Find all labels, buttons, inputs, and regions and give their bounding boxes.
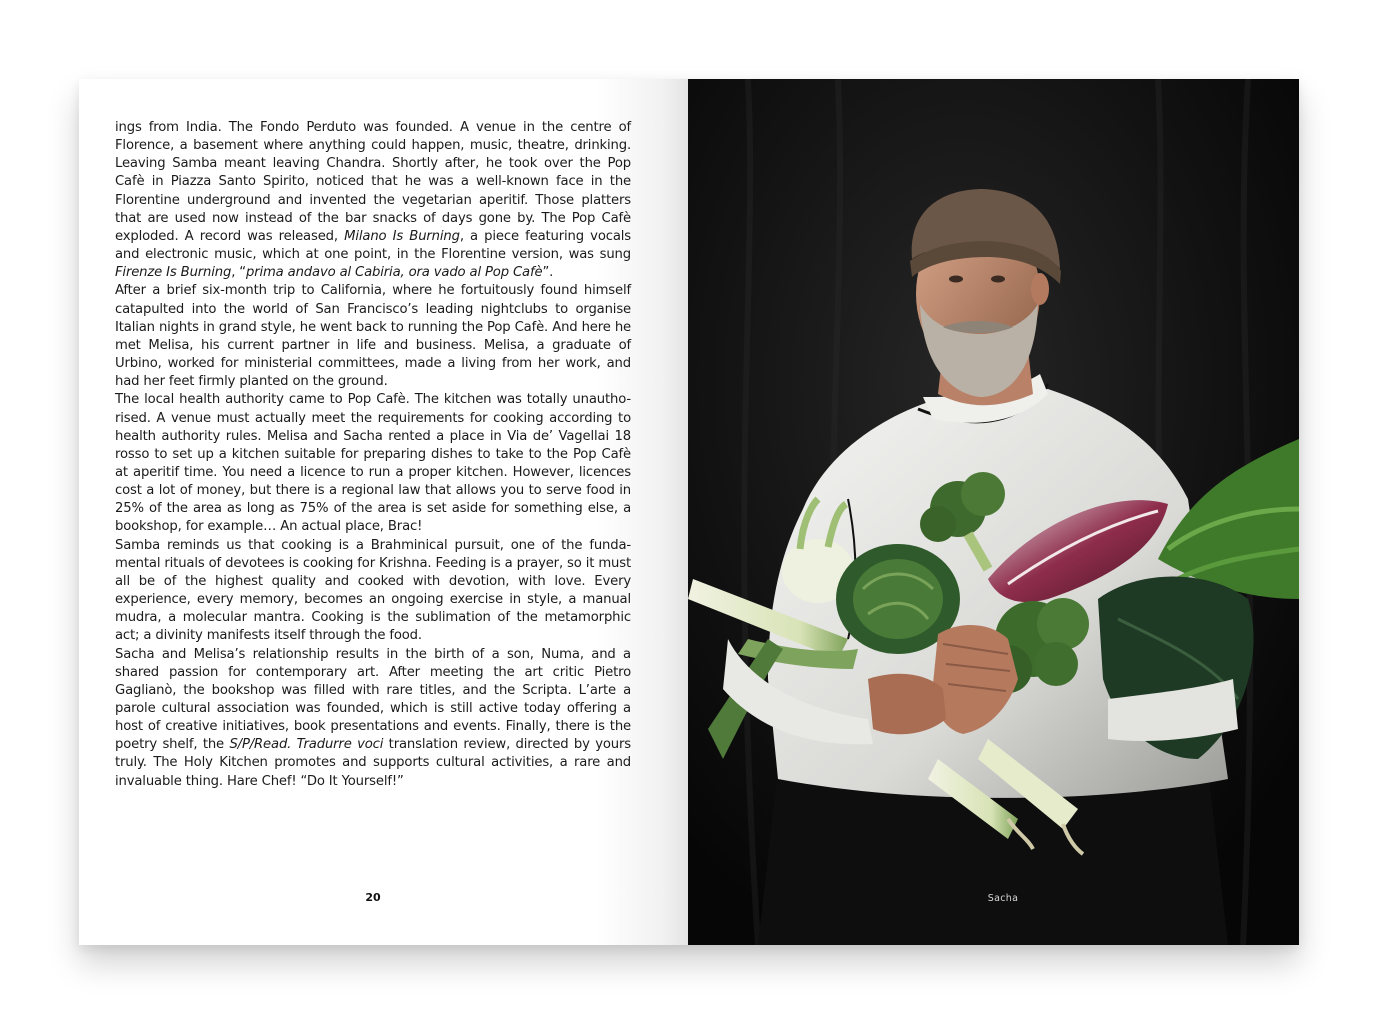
italic-text-segment: S/P/Read. Tradurre voci bbox=[229, 737, 384, 753]
right-page bbox=[688, 79, 1299, 945]
book-spread bbox=[79, 79, 1299, 945]
text-segment: The local health authority came to Pop Cafè. The kitchen was totally unautho-rised. A venue must actually meet the requirements for cooking according to health authority rules. Melisa and Sacha rented a place in Via de’ Vagellai 18 rosso to set up a kitchen suitable for preparing dishes to take to the Pop Cafè at aperitif time. You need a licence to run a proper kitchen. However, licences cost a lot of money, but there is a regional law that allows you to serve food in 25% of the area as long as 75% of the area is set aside for something else, a bookshop, for example… An actual place, Brac! bbox=[115, 392, 631, 535]
paragraph bbox=[115, 646, 631, 791]
paragraph bbox=[115, 537, 631, 646]
italic-text-segment: Firenze Is Burning bbox=[115, 265, 232, 281]
photo-caption: Sacha bbox=[987, 893, 1019, 904]
page-number: 20 bbox=[365, 891, 381, 904]
text-segment: After a brief six-month trip to California, where he fortuitously found himself catapulted into the world of San Francisco’s leading nightclubs to organise Italian nights in grand style, he went back to running the Pop Cafè. And here he met Melisa, his current partner in life and business. Melisa, a graduate of Urbino, worked for ministerial committees, made a living from her work, and had her feet firmly planted on the ground. bbox=[115, 283, 631, 390]
text-segment: Samba reminds us that cooking is a Brahminical pursuit, one of the funda-mental rituals of devotees is cooking for Krishna. Feeding is a prayer, so it must all be of the highest quality and cooked with devotion, with love. Every experience, every memory, becomes an ongoing exercise in style, a manual mudra, a molecular mantra. Cooking is the sublimation of the metamorphic act; a divinity manifests itself through the food. bbox=[115, 537, 631, 644]
text-segment: Sacha and Melisa’s relationship results in the birth of a son, Numa, and a shared passion for contemporary art. After meeting the art critic Pietro Gaglianò, the bookshop was filled with rare titles, and the Scripta. L’arte a parole cultural association was founded, which is still active today offering a host of creative initiatives, book presentations and events. Finally, there is the poetry shelf, the bbox=[115, 646, 631, 753]
chef-portrait-photo bbox=[688, 79, 1299, 945]
paragraph bbox=[115, 391, 631, 536]
text-segment: , a piece featuring vocals and electronic music, which at one point, in the Florentine version, was sung bbox=[115, 228, 631, 263]
text-segment: translation review, directed by yours truly. The Holy Kitchen promotes and supports cultural activities, a rare and invaluable thing. Hare Chef! “Do It Yourself!” bbox=[115, 737, 631, 789]
italic-text-segment: Milano Is Burning bbox=[344, 228, 460, 244]
text-segment: ”. bbox=[542, 265, 554, 281]
paragraph bbox=[115, 119, 631, 282]
text-segment: , “ bbox=[231, 265, 246, 281]
left-page bbox=[79, 79, 688, 945]
text-segment: ings from India. The Fondo Perduto was founded. A venue in the centre of Florence, a basement where anything could happen, music, theatre, drinking. Leaving Samba meant leaving Chandra. Shortly after, he took over the Pop Cafè in Piazza Santo Spirito, noticed that he was a well-known face in the Florentine underground and invented the vegetarian aperitif. Those platters that are used now instead of the bar snacks of days gone by. The Pop Cafè exploded. A record was released, bbox=[115, 120, 631, 244]
italic-text-segment: prima andavo al Cabiria, ora vado al Pop Cafè bbox=[245, 265, 543, 281]
paragraph bbox=[115, 282, 631, 391]
body-text bbox=[115, 119, 631, 791]
